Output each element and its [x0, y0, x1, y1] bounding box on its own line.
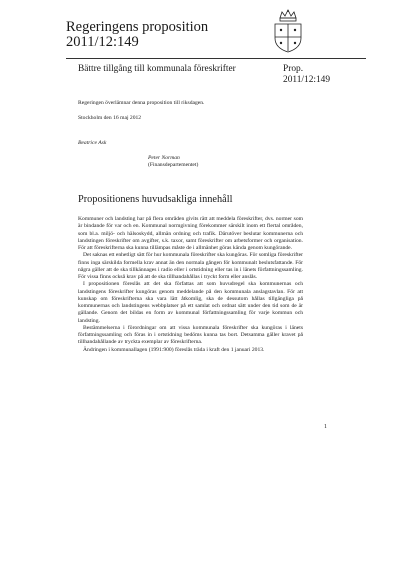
summary-body: [78, 216, 303, 354]
header-rule: [66, 58, 366, 59]
paragraph: Bestämmelserna i förordningar om att vissa kommunala föreskrifter ska kungöras i länets författningssamling och föras in i ortstidning bedöms kunna tas bort. Detsamma gäller kravet på tillhandahållande av tryckta exemplar av föreskrifterna.: [78, 324, 303, 346]
document-title-line-1: Regeringens proposition: [66, 19, 209, 35]
paragraph: Det saknas ett enhetligt sätt för hur kommunala föreskrifter ska kungöras. För somliga föreskrifter finns inga särskilda formella krav annat än den normala gången för kommunalt beslutsfattande. För några gäller att de ska tillkännages i radio eller i ortstidning eller tas in i länets författningssamling. För vissa finns också krav på att de ska tillhandahållas i tryckt form eller anslås.: [78, 252, 303, 280]
signatory-minister: Beatrice Ask: [78, 140, 107, 146]
document-title-line-2: 2011/12:149: [66, 34, 139, 50]
paragraph: Ändringen i kommunallagen (1991:900) föreslås träda i kraft den 1 januari 2013.: [83, 346, 265, 353]
paragraph: Kommuner och landsting har på flera områden givits rätt att meddela föreskrifter, dvs. normer som är bindande för var och en. Kommunal normgivning förekommer särskilt inom ett flertal områden, som bl.a. miljö- och hälsoskydd, allmän ordning och trafik. Därutöver beslutar kommunerna och landstingen föreskrifter om avgifter, s.k. taxor, samt föreskrifter om arbetsformer och organisation. För att föreskrifterna ska kunna tillämpas måste de i allmänhet göras kända genom kungörande.: [78, 216, 303, 251]
coat-of-arms-icon: [270, 8, 306, 54]
place-and-date: Stockholm den 16 maj 2012: [78, 115, 142, 121]
prop-number: 2011/12:149: [283, 75, 331, 85]
department: (Finansdepartementet): [148, 162, 199, 168]
page-number: 1: [324, 424, 327, 430]
section-heading: Propositionens huvudsakliga innehåll: [78, 194, 233, 205]
proposition-reference: [283, 64, 330, 86]
transmittal-statement: Regeringen överlämnar denna proposition till riksdagen.: [78, 100, 205, 106]
paragraph: I propositionen föreslås att det ska författas att som huvudregel ska kommunernas och landstingens föreskrifter kungöras genom meddelande på den kommunala anslagstavlan. För att kunskap om föreskrifterna ska vara lätt åtkomlig, ska de dessutom hållas tillgängliga på kommunernas och landstingens webbplatser på ett samlat och ordnat sätt under den tid som de är gällande. Genom det bildas en form av kommunal författningssamling för varje kommun och landsting.: [78, 281, 303, 324]
document-subtitle: Bättre tillgång till kommunala föreskrifter: [78, 64, 236, 74]
prop-label: Prop.: [283, 64, 304, 74]
document-title: [66, 20, 208, 50]
signatory-official: Peter Norman: [148, 155, 180, 161]
